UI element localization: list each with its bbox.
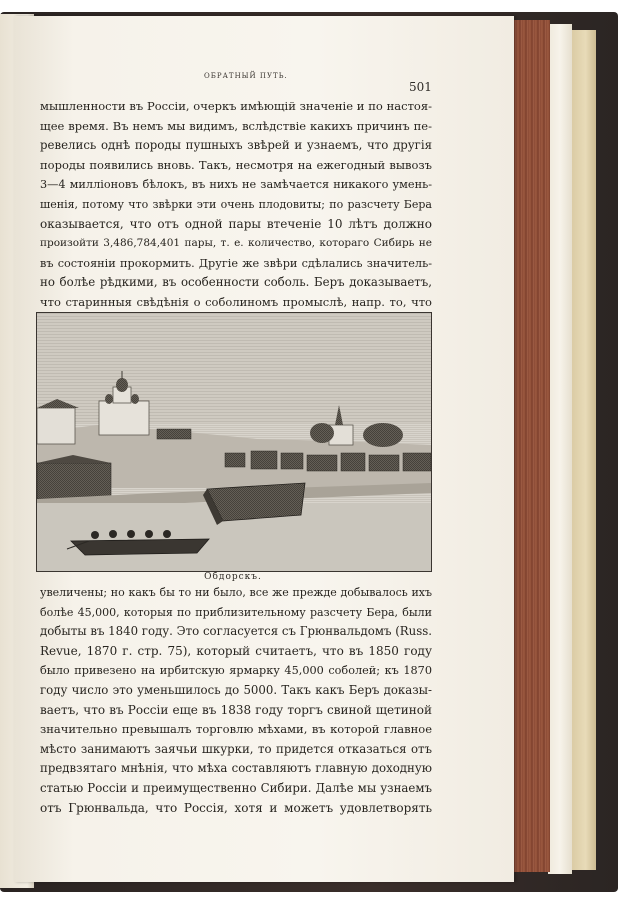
text-line: болѣе 45,000, которыя по приблизительному разсчету Бера, были <box>40 605 432 619</box>
text-line: породы появились вновь. Такъ, несмотря на ежегодный вывозъ <box>40 157 432 172</box>
text-line: оказывается, что отъ одной пары втеченіе 10 лѣтъ должно <box>40 216 432 231</box>
text-block-bottom <box>40 583 432 818</box>
house-left <box>37 408 75 444</box>
text-line: добыты въ 1840 году. Это согласуется съ Грюнвальдомъ (Russ. <box>40 624 432 639</box>
text-line: году число это уменьшилось до 5000. Такъ какъ Беръ доказы- <box>40 682 432 697</box>
page-block-edge-cream <box>570 30 596 870</box>
text-line: произойти 3,486,784,401 пары, т. е. количество, котораго Сибирь не <box>40 237 432 250</box>
text-line: Revue, 1870 г. стр. 75), который считаетъ, что въ 1850 году <box>40 643 432 658</box>
text-line: мѣсто занимаютъ заячьи шкурки, то придется отказаться отъ <box>40 741 432 756</box>
text-line: мышленности въ Россіи, очеркъ имѣющій значеніе и по настоя- <box>40 99 432 113</box>
sky <box>37 313 431 423</box>
running-head: ОБРАТНЫЙ ПУТЬ. <box>204 72 288 80</box>
text-line: щее время. Въ немъ мы видимъ, вслѣдствіе какихъ причинъ пе- <box>40 118 432 133</box>
text-line: 3—4 милліоновъ бѣлокъ, въ нихъ не замѣчается никакого умень- <box>40 178 432 192</box>
illustration-caption: Обдорскъ. <box>204 572 262 582</box>
text-line: шенія, потому что звѣрки эти очень плодовиты; по разсчету Бера <box>40 197 432 211</box>
text-line: увеличены; но какъ бы то ни было, все же прежде добывалось ихъ <box>40 586 432 599</box>
text-line: отъ Грюнвальда, что Россія, хотя и можетъ удовлетворять <box>40 800 432 815</box>
text-line: въ состояніи прокормить. Другіе же звѣри сдѣлались значитель- <box>40 256 432 270</box>
page-header <box>14 72 514 92</box>
text-line: ваетъ, что въ Россіи еще въ 1838 году торгъ свиной щетиной <box>40 702 432 717</box>
page-block-edge-red <box>510 20 550 872</box>
text-line: предвзятаго мнѣнія, что мѣха составляютъ главную доходную <box>40 761 432 776</box>
text-line: что старинныя свѣдѣнія о соболиномъ промыслѣ, напр. то, что <box>40 294 432 309</box>
text-line: но болѣе рѣдкими, въ особенности соболь. Беръ доказываетъ, <box>40 275 432 290</box>
text-line: статью Россіи и преимущественно Сибири. Далѣе мы узнаемъ <box>40 780 432 795</box>
text-line: значительно превышалъ торговлю мѣхами, въ которой главное <box>40 722 432 737</box>
warehouse <box>37 463 111 499</box>
page-block-edge-white <box>548 24 572 874</box>
text-line: было привезено на ирбитскую ярмарку 45,000 соболей; къ 1870 <box>40 664 432 678</box>
text-block-top <box>40 97 432 332</box>
text-line: ревелись однѣ породы пушныхъ звѣрей и узнаемъ, что другія <box>40 138 432 153</box>
page-number: 501 <box>409 80 432 94</box>
engraving-illustration <box>36 312 432 572</box>
engraving-drawing <box>37 313 431 571</box>
